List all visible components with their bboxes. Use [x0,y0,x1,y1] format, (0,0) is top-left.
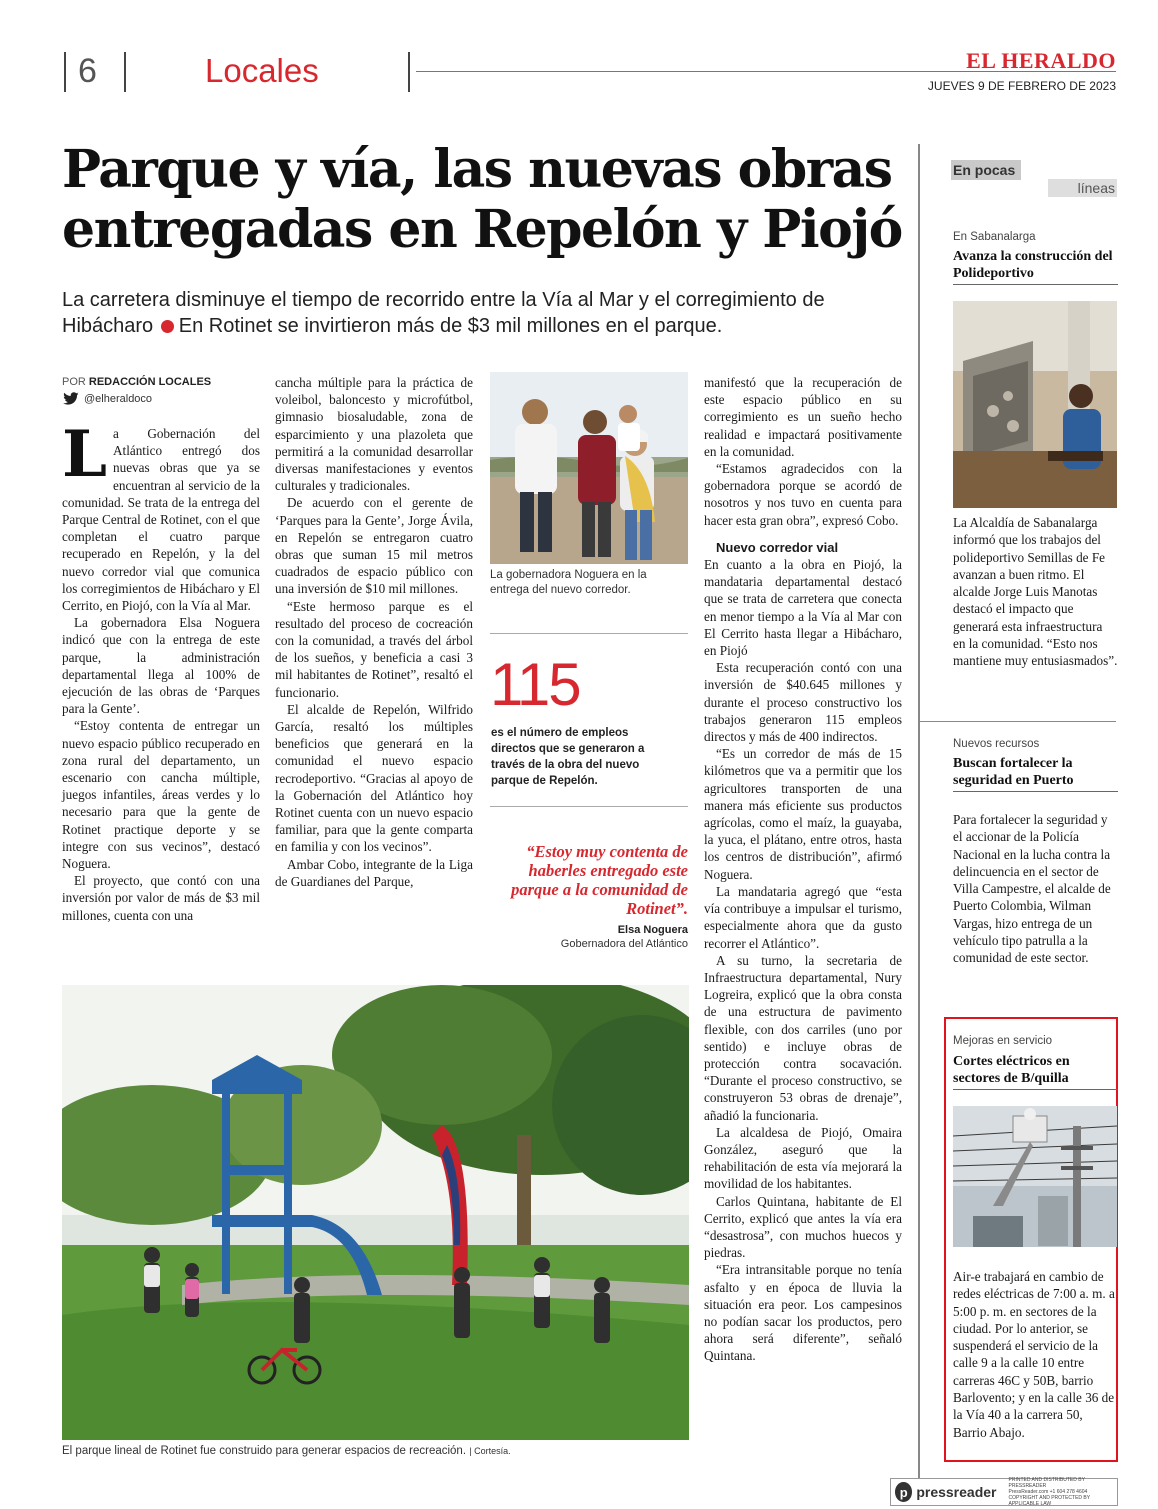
paragraph: El proyecto, que contó con una inversión por valor de más de $3 mil millones, cuenta con una [62,873,260,923]
sidebar-divider [918,721,1116,722]
newspaper-brand[interactable]: EL HERALDO [966,48,1116,73]
paragraph: De acuerdo con el gerente de ‘Parques para la Gente’, Jorge Ávila, en Repelón se entregaron cuatro obras que suman 15 mil metros cuadrados de espacio público con una inversión de $10 mil millones. [275,495,473,597]
paragraph: manifestó que la recuperación de este espacio público en su corregimiento es un sueño hecho realidad e impactará positivamente en la comunidad. [704,375,902,459]
stat-bottom-rule [490,806,688,807]
article-headline: Parque y vía, las nuevas obras entregadas en Repelón y Piojó [62,139,902,260]
section-heading: Nuevo corredor vial [716,539,839,555]
pressreader-logo-icon: p [895,1482,912,1502]
sidebar-photo-polideportivo[interactable] [953,301,1117,508]
park-photo-illustration [62,985,689,1440]
sidebar-item-kicker: Nuevos recursos [953,738,1040,750]
sidebar-item-body: Para fortalecer la seguridad y el accionar de la Policía Nacional en la lucha contra la delincuencia en el sector de Villa Campestre, el alcalde de Puerto Colombia, Wilman Vargas, hizo entrega de un vehículo tipo patrulla a la comunidad de este sector. [953,812,1111,966]
section-name: Locales [205,52,319,89]
paragraph: La Gobernación del Atlántico entregó dos nuevas obras que ya se encuentran al servicio de la comunidad. Se trata de la entrega del Parque Central de Rotinet, con el que completan el cuatro parque recuperado en Repelón, y la del nuevo corredor vial que comunica los corregimientos de Hibácharo y El Cerrito, en Piojó, con la Vía al Mar. [62,417,260,614]
paragraph: Esta recuperación contó con una inversión de $40.645 millones y durante el proceso constructivo los trabajos generaron 115 empleos directos y más de 400 indirectos. [704,660,902,745]
quote-author: Elsa Noguera [617,924,688,936]
paragraph: El alcalde de Repelón, Wilfrido García, resaltó los múltiples beneficios que generará en la comunidad el nuevo espacio recrodeportivo. “Gracias al apoyo de la Gobernación del Atlántico hoy Rotinet cuenta con un nuevo espacio familiar, para que la gente comparta en familia y con los vecinos”. [275,701,473,855]
paragraph: La gobernadora Elsa Noguera indicó que con la entrega de este parque, la administración departamental llega al 100% de ejecución de las obras de ‘Parques para la Gente’. [62,615,260,717]
paragraph: Carlos Quintana, habitante de El Cerrito, explicó que antes la vía era “desastrosa”, con muchos huecos y piedras. [704,1193,902,1261]
stat-top-rule [490,633,688,634]
photo-park[interactable] [62,985,689,1440]
paragraph: A su turno, la secretaria de Infraestructura departamental, Nury Logreira, explicó que la obra consta de una estructura de pavimento flexible, con dos carriles (uno por sentido) e incluye obras de protección contra socavación. “Durante el proceso constructivo, se construyeron 53 obras de drenaje”, añadió la funcionaria. [704,952,902,1123]
sidebar-item-title[interactable]: Cortes eléctricos en sectores de B/quilla [953,1053,1118,1090]
article-column-4 [704,374,902,1365]
byline-author: REDACCIÓN LOCALES [88,376,212,388]
stat-description: es el número de empleos directos que se generaron a través de la obra del nuevo parque de Repelón. [491,727,645,787]
header-separator [408,52,410,92]
page-number: 6 [78,52,97,90]
photo-park-caption-text: El parque lineal de Rotinet fue construido para generar espacios de recreación. [62,1445,467,1457]
paragraph: La mandataria agregó que “esta vía contribuye a impulsar el turismo, especialmente ahora que da gusto recorrer el Atlántico”. [704,883,902,951]
byline [62,376,211,388]
twitter-handle-row[interactable] [62,392,152,406]
power-lines-photo-illustration [953,1106,1117,1247]
sidebar-item-kicker: Mejoras en servicio [953,1035,1053,1047]
pressreader-footer[interactable] [890,1478,1118,1506]
sidebar-item-title[interactable]: Avanza la construcción del Polideportivo [953,248,1118,285]
paragraph: Ambar Cobo, integrante de la Liga de Guardianes del Parque, [275,856,473,889]
paragraph: En cuanto a la obra en Piojó, la mandataria departamental destacó que se trata de carretera que conecta en menor tiempo a la Vía al Mar con El Cerrito hasta llegar a Hibácharo, en Piojó [704,557,902,659]
photo-park-caption [62,1444,689,1459]
sidebar-item-kicker: En Sabanalarga [953,231,1036,243]
pressreader-logo-text: pressreader [916,1484,997,1500]
sidebar-tab [951,160,1117,200]
paragraph: “Estoy contenta de entregar un nuevo espacio público recuperado en zona rural del departamento, un escenario con cancha múltiple, juegos infantiles, áreas verdes y lo necesario para que la gente de Rotinet practique deporte y se integre con sus vecinos”, destacó Noguera. [62,718,260,872]
paragraph: La alcaldesa de Piojó, Omaira González, aseguró que la rehabilitación de esta vía mejorará la movilidad de los habitantes. [704,1124,902,1192]
sidebar-item-body: Air-e trabajará en cambio de redes eléctricas de 7:00 a. m. a 5:00 p. m. en sectores de la ciudad. Por lo anterior, se suspenderá el servicio de la calle 9 a la calle 10 entre carreras 46C y 50B, barrio Barlovento; y en la calle 36 de la Vía 40 a la carrera 50, Barrio Abajo. [953,1269,1115,1440]
paragraph: “Es un corredor de más de 15 kilómetros que va a permitir que los agricultores transporten de una manera más eficiente sus productos agrícolas, como el maíz, la guayaba, la yuca, el plátano, entre otros, hasta los centros de distribución”, afirmó Noguera. [704,746,902,882]
pull-quote: “Estoy muy contenta de haberles entregado este parque a la comunidad de Rotinet”. [511,842,688,918]
issue-date: JUEVES 9 DE FEBRERO DE 2023 [927,79,1116,93]
sidebar-tab-label-2: líneas [1048,179,1117,197]
paragraph: cancha múltiple para la práctica de voleibol, baloncesto y microfútbol, gimnasio biosaludable, zona de esparcimiento y una plazoleta que permitirá a la comunidad desarrollar diversas manifestaciones y eventos culturales y tradicionales. [275,375,473,494]
paragraph: “Este hermoso parque es el resultado del proceso de cocreación con la comunidad, a través del árbol de los sueños, y beneficia a casi 3 mil habitantes de Rotinet”, resaltó el funcionario. [275,598,473,700]
photo-governor-caption: La gobernadora Noguera en la entrega del nuevo corredor. [490,569,647,596]
stat-number: 115 [490,651,580,718]
photo-credit: | Cortesía. [469,1446,511,1456]
polideportivo-photo-illustration [953,301,1117,508]
paragraph: “Estamos agradecidos con la gobernadora porque se acordó de nosotros y nos tuvo en cuenta para hacer esta gran obra”, expresó Cobo. [704,461,902,528]
quote-author-role: Gobernadora del Atlántico [560,938,688,950]
dropcap: L [62,417,107,492]
governor-photo-illustration [490,372,688,564]
article-subhead [62,287,912,339]
subhead-part-1: La carretera disminuye el tiempo de recorrido entre la Vía al Mar y el corregimiento de Hibácharo [62,289,825,337]
twitter-bird-icon [62,392,80,406]
sidebar-item-title[interactable]: Buscan fortalecer la seguridad en Puerto [953,755,1118,792]
sidebar-photo-power-lines[interactable] [953,1106,1117,1247]
sidebar-tab-label-1: En pocas [951,160,1021,180]
paragraph: “Era intransitable porque no tenía asfalto y en época de lluvia la situación era peor. Los campesinos no podían sacar los productos, pero ahora será diferente”, señaló Quintana. [704,1262,902,1364]
subhead-part-2: En Rotinet se invirtieron más de $3 mil millones en el parque. [178,315,723,337]
photo-governor[interactable] [490,372,688,564]
sidebar-item-body: La Alcaldía de Sabanalarga informó que los trabajos del polideportivo Semillas de Fe avanzan a buen ritmo. El alcalde Jorge Luis Manotas destacó el impacto que generará esta infraestructura en la comunidad. “Esto nos mantiene muy entusiasmados”. [953,515,1118,669]
pressreader-fine-print: PRINTED AND DISTRIBUTED BY PRESSREADER PressReader.com +1 604 278 4604 COPYRIGHT AND PROTECTED BY APPLICABLE LAW [1008,1477,1090,1507]
article-column-2 [275,374,473,890]
byline-prefix: POR [62,376,86,388]
article-column-1 [62,417,260,924]
bullet-dot-icon [161,320,174,333]
page-number-box [64,52,126,92]
twitter-handle: @elheraldoco [84,393,153,405]
